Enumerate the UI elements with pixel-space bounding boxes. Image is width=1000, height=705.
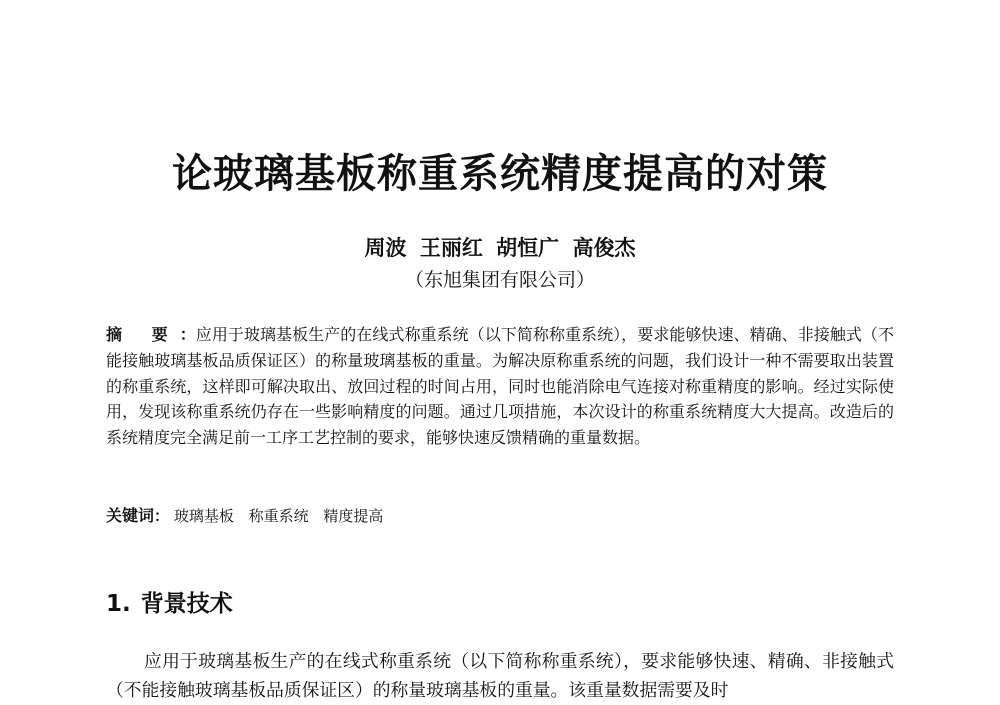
author-name: 高俊杰	[572, 236, 636, 260]
section-title: 背景技术	[140, 591, 233, 617]
section-number: 1.	[106, 591, 131, 617]
section-heading	[106, 585, 233, 618]
keywords-colon: ：	[154, 507, 170, 525]
abstract-text: 应用于玻璃基板生产的在线式称重系统（以下简称称重系统），要求能够快速、精确、非接触式（不能接触玻璃基板品质保证区）的称量玻璃基板的重量。为解决原称重系统的问题，我们设计一种不需要取出装置的称重系统，这样即可解决取出、放回过程的时间占用，同时也能消除电气连接对称重精度的影响。经过实际使用，发现该称重系统仍存在一些影响精度的问题。通过几项措施，本次设计的称重系统精度大大提高。改造后的系统精度完全满足前一工序工艺控制的要求，能够快速反馈精确的重量数据。	[106, 325, 894, 448]
author-list	[0, 232, 1000, 262]
author-name: 胡恒广	[496, 236, 560, 260]
keywords-label: 关键词	[106, 506, 155, 525]
keyword-item: 称重系统	[248, 507, 309, 525]
paper-title: 论玻璃基板称重系统精度提高的对策	[172, 151, 828, 197]
abstract-colon: ：	[179, 325, 196, 344]
abstract-label: 摘 要	[106, 325, 180, 344]
keywords-block	[106, 504, 894, 528]
section-paragraph: 应用于玻璃基板生产的在线式称重系统（以下简称称重系统），要求能够快速、精确、非接触式（不能接触玻璃基板品质保证区）的称量玻璃基板的重量。该重量数据需要及时	[106, 651, 894, 701]
author-name: 周波	[364, 236, 407, 260]
keyword-item: 玻璃基板	[173, 507, 234, 525]
abstract-block	[106, 322, 894, 451]
keyword-item: 精度提高	[323, 507, 384, 525]
author-name: 王丽红	[419, 236, 483, 260]
author-affiliation: （东旭集团有限公司）	[404, 269, 595, 291]
